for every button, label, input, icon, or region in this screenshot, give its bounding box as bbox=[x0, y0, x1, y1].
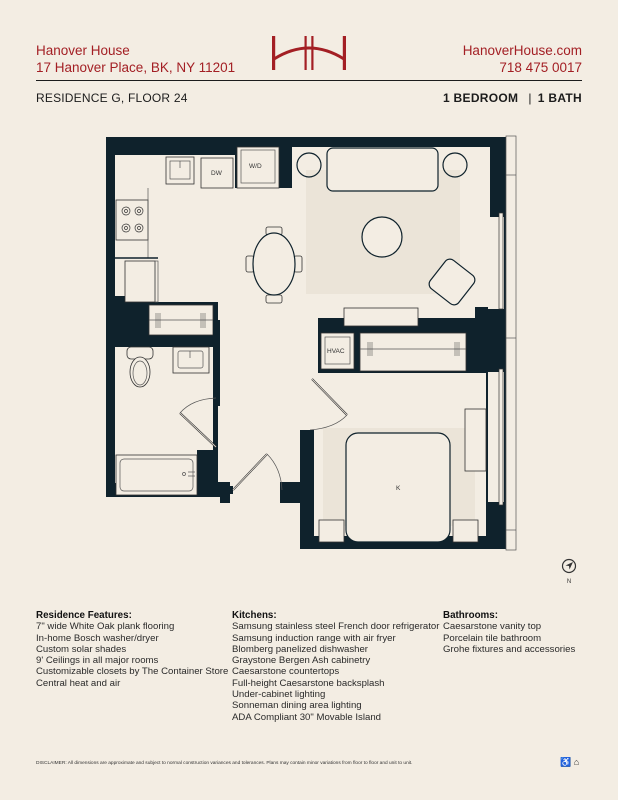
building-name: Hanover House bbox=[36, 43, 130, 58]
kitchen-closet bbox=[149, 305, 213, 335]
equal-housing-icon: ⌂ bbox=[573, 757, 580, 767]
nightstand-right bbox=[453, 520, 478, 542]
feature-item: Custom solar shades bbox=[36, 643, 127, 655]
compass-icon bbox=[560, 557, 578, 575]
feature-item: Porcelain tile bathroom bbox=[443, 632, 542, 644]
bed-label: K bbox=[396, 485, 401, 492]
compass-label: N bbox=[566, 579, 572, 585]
disclaimer: DISCLAIMER: All dimensions are approximate and subject to normal construction variances and tolerances. Plans may contain minor variations from floor to floor and unit to unit. bbox=[36, 761, 413, 766]
refrigerator bbox=[125, 261, 155, 302]
feature-item: ADA Compliant 30" Movable Island bbox=[232, 711, 381, 723]
feature-item: Caesarstone countertops bbox=[232, 666, 340, 678]
feature-item: Blomberg panelized dishwasher bbox=[232, 643, 368, 655]
feature-item: In-home Bosch washer/dryer bbox=[36, 632, 159, 644]
feature-item: Central heat and air bbox=[36, 677, 121, 689]
range bbox=[116, 200, 148, 240]
bathroom-features-title: Bathrooms: bbox=[443, 610, 498, 621]
compliance-icons bbox=[560, 757, 579, 768]
washer-dryer-label: W/D bbox=[249, 163, 262, 170]
feature-item: Customizable closets by The Container Store bbox=[36, 666, 229, 678]
feature-item: Grohe fixtures and accessories bbox=[443, 643, 576, 655]
north-compass bbox=[560, 557, 578, 583]
feature-item: Caesarstone vanity top bbox=[443, 621, 542, 633]
hvac-closet bbox=[318, 328, 478, 372]
feature-item: Graystone Bergen Ash cabinetry bbox=[232, 655, 371, 667]
feature-item: Full-height Caesarstone backsplash bbox=[232, 677, 385, 689]
sofa bbox=[327, 148, 438, 191]
feature-item: 7" wide White Oak plank flooring bbox=[36, 621, 175, 633]
dishwasher-label: DW bbox=[211, 170, 222, 177]
bath-count: 1 BATH bbox=[537, 91, 582, 105]
separator: | bbox=[528, 91, 532, 105]
feature-item: 9' Ceilings in all major rooms bbox=[36, 655, 159, 667]
wheelchair-icon: ♿ bbox=[560, 757, 572, 767]
bedroom-count: 1 BEDROOM bbox=[442, 91, 519, 105]
website-link[interactable]: HanoverHouse.com bbox=[462, 43, 582, 58]
media-console bbox=[344, 308, 418, 326]
hvac-label: HVAC bbox=[327, 348, 345, 355]
kitchen-features bbox=[232, 610, 439, 723]
residence-features bbox=[36, 610, 228, 689]
nightstand-left bbox=[319, 520, 344, 542]
coffee-table bbox=[362, 217, 402, 257]
residence-features-title: Residence Features: bbox=[36, 610, 132, 621]
bathroom-features bbox=[443, 610, 575, 655]
feature-item: Samsung induction range with air fryer bbox=[232, 632, 396, 644]
feature-item: Under-cabinet lighting bbox=[232, 689, 326, 701]
building-address: 17 Hanover Place, BK, NY 11201 bbox=[36, 60, 236, 75]
dresser bbox=[465, 409, 486, 471]
residence-title: RESIDENCE G, FLOOR 24 bbox=[36, 91, 188, 105]
phone-number[interactable]: 718 475 0017 bbox=[499, 60, 582, 75]
kitchen-features-title: Kitchens: bbox=[232, 610, 277, 621]
feature-item: Samsung stainless steel French door refrigerator bbox=[232, 621, 440, 633]
feature-item: Sonneman dining area lighting bbox=[232, 700, 362, 712]
